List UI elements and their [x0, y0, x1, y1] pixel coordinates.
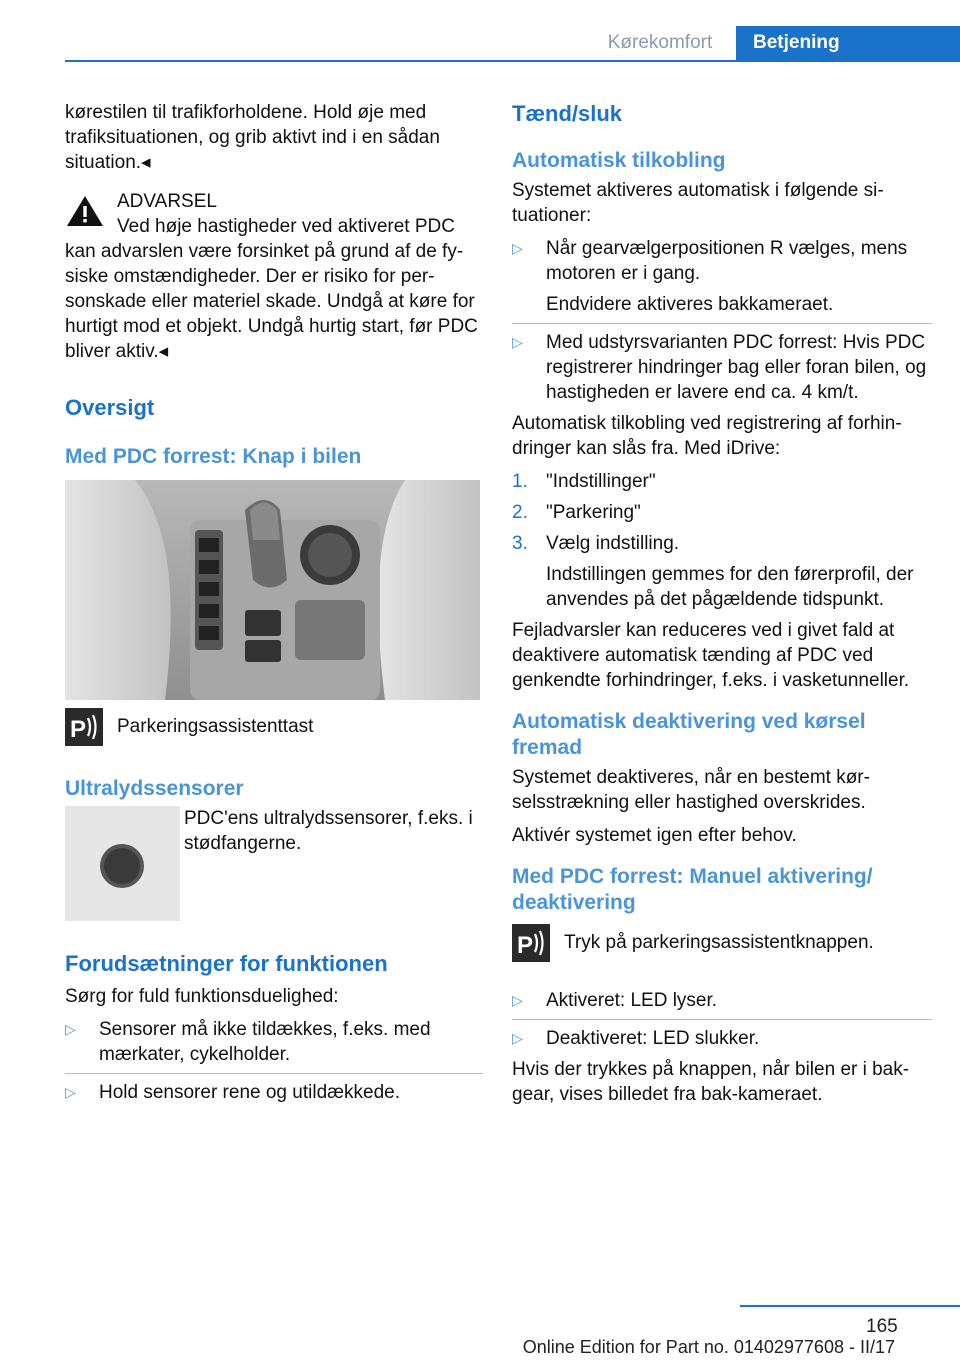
left-column: [65, 100, 483, 1111]
intro-text: kørestilen til trafikforholdene. Hold øje med trafiksituationen, og grib aktivt ind i en sådan situation.◂: [65, 102, 440, 173]
final-text: Hvis der trykkes på knappen, når bilen er i bakgear, vises billedet fra bak-kameraet.: [512, 1059, 910, 1105]
manuel-caption-text: Tryk på parkeringsassistentknappen.: [564, 932, 874, 953]
bullet-icon: ▷: [65, 1084, 76, 1100]
heading-forudsaetninger: Forudsætninger for funktionen: [65, 951, 388, 976]
bullet-icon: ▷: [512, 1030, 523, 1046]
list-item: 2. "Parkering": [512, 502, 641, 523]
warning-icon: [65, 193, 105, 229]
heading-oversigt: Oversigt: [65, 395, 155, 420]
edition-text: Online Edition for Part no. 01402977608 - II/17: [522, 1337, 895, 1357]
list-item: ▷ Når gearvælgerpositionen R vælges, mens motoren er i gang. Endvidere aktiveres bakkameraet.: [512, 236, 932, 324]
warning-text: Ved høje hastigheder ved aktiveret PDC kan advarslen være forsinket på grund af de fysiske omstændigheder. Der er risiko for personskade eller materiel skade. Undgå at køre for hurtigt mod et objekt. Undgå hurtig start, før PDC bliver aktiv.◂: [65, 216, 478, 362]
heading-automatisk-deaktivering: Automatisk deaktivering ved kørsel fremad: [512, 710, 866, 759]
bullet-icon: ▷: [512, 240, 523, 256]
auto-list: [512, 236, 932, 405]
warning-title: ADVARSEL: [117, 191, 217, 212]
pdc-button-caption: [65, 714, 483, 754]
bullet-icon: ▷: [512, 334, 523, 350]
list-item: 3. Vælg indstilling. Indstillingen gemmes for den førerprofil, der anvendes på det pågældende tidspunkt.: [512, 533, 914, 610]
warning-block: [65, 189, 483, 214]
list-item: ▷ Aktiveret: LED lyser.: [512, 988, 932, 1020]
steps-list: [512, 469, 932, 612]
right-column: [512, 100, 932, 1115]
footer-rule: [740, 1305, 960, 1307]
list-item: ▷ Sensorer må ikke tildækkes, f.eks. med mærkater, cykelholder.: [65, 1017, 483, 1074]
parking-assist-icon: [65, 708, 103, 746]
list-item: 1. "Indstillinger": [512, 471, 656, 492]
ultrasonic-sensor-image: [65, 806, 180, 921]
header-section-tab[interactable]: Kørekomfort: [607, 32, 713, 53]
heading-ultralydssensorer: Ultralydssensorer: [65, 777, 244, 800]
sensor-text: PDC'ens ultralydssensorer, f.eks. i stødfangerne.: [184, 808, 473, 854]
sensor-row: [65, 806, 483, 924]
svg-text:P: P: [70, 716, 87, 743]
pdc-button-caption-text: Parkeringsassistenttast: [117, 716, 314, 737]
list-item: ▷ Deaktiveret: LED slukker.: [512, 1028, 760, 1049]
bullet-icon: ▷: [512, 992, 523, 1008]
manuel-list: [512, 988, 932, 1051]
deakt-text: Systemet deaktiveres, når en bestemt kørselsstrækning eller hastighed overskrides.: [512, 767, 870, 813]
heading-manuel-aktivering: Med PDC forrest: Manuel aktivering/ deaktivering: [512, 865, 873, 914]
svg-text:P: P: [517, 932, 534, 959]
auto-note: Automatisk tilkobling ved registrering af forhindringer kan slås fra. Med iDrive:: [512, 413, 902, 459]
parking-assist-icon: [512, 924, 550, 962]
heading-automatisk-tilkobling: Automatisk tilkobling: [512, 149, 726, 172]
manuel-caption: [512, 930, 932, 970]
page-number: 165: [866, 1316, 898, 1337]
list-item: ▷ Hold sensorer rene og utildækkede.: [65, 1082, 401, 1103]
fejl-text: Fejladvarsler kan reduceres ved i givet fald at deaktivere automatisk tænding af PDC ved genkendte forhindringer, f.eks. i vasketunneller.: [512, 620, 910, 691]
header-active-tab[interactable]: Betjening: [736, 26, 960, 62]
center-console-photo: [65, 480, 480, 700]
auto-intro: Systemet aktiveres automatisk i følgende situationer:: [512, 180, 884, 226]
heading-knap-i-bilen: Med PDC forrest: Knap i bilen: [65, 445, 362, 468]
forud-list: [65, 1017, 483, 1105]
bullet-icon: ▷: [65, 1021, 76, 1037]
deakt-text-2: Aktivér systemet igen efter behov.: [512, 825, 797, 846]
list-item: ▷ Med udstyrsvarianten PDC forrest: Hvis PDC registrerer hindringer bag eller foran bilen, og hastigheden er lavere end ca. 4 km/t.: [512, 332, 927, 403]
forud-intro: Sørg for fuld funktionsduelighed:: [65, 986, 339, 1007]
heading-taend-sluk: Tænd/sluk: [512, 101, 623, 126]
